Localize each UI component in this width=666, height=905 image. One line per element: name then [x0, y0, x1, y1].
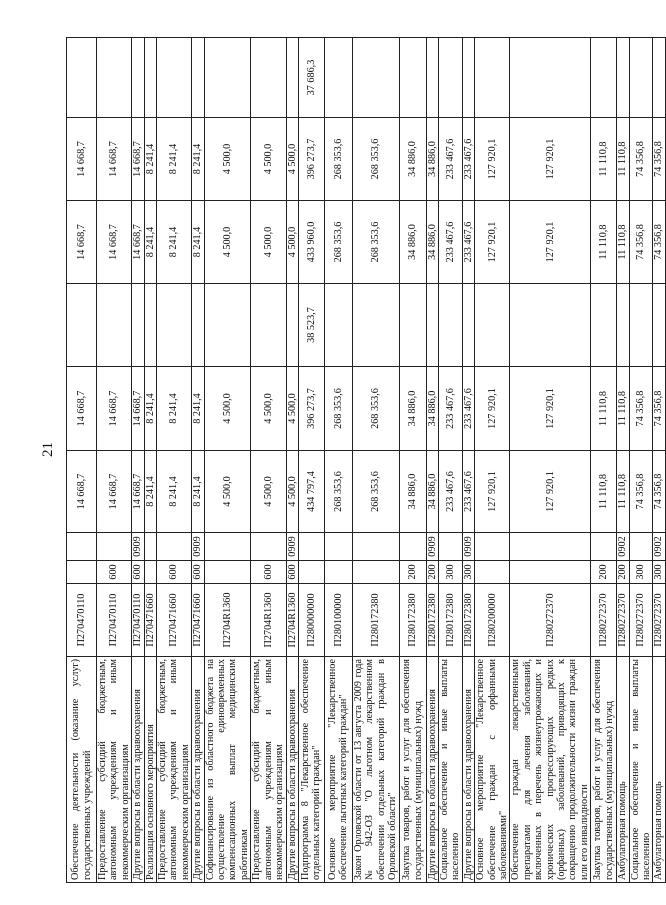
- row-section: 0909: [132, 533, 144, 561]
- row-code: П280272370: [653, 584, 665, 657]
- row-value-4: 127 920,1: [510, 201, 591, 284]
- row-value-5: 233 467,6: [462, 118, 474, 201]
- table-row: [97, 38, 132, 883]
- row-section: 0909: [192, 533, 204, 561]
- row-name: Закупка товаров, работ и услуг для обеспечения государственных (муниципальных) нужд: [591, 657, 617, 883]
- row-value-6: [617, 38, 629, 118]
- row-value-2: 4 500,0: [286, 367, 298, 451]
- row-value-2: 14 668,7: [132, 367, 144, 451]
- row-section: [204, 533, 251, 561]
- row-value-5: 4 500,0: [204, 118, 251, 201]
- table-row: [157, 38, 192, 883]
- row-value-3: [438, 284, 462, 367]
- row-section: [144, 533, 156, 561]
- row-vr: [475, 561, 510, 584]
- row-value-2: 14 668,7: [67, 367, 97, 451]
- row-value-1: 4 500,0: [286, 451, 298, 533]
- row-name: Обеспечение деятельности (оказание услуг) государственных учреждений: [67, 657, 97, 883]
- budget-table: [66, 37, 666, 883]
- row-vr: [298, 561, 324, 584]
- row-value-1: 233 467,6: [438, 451, 462, 533]
- row-vr: 600: [157, 561, 192, 584]
- row-code: П270470110: [132, 584, 144, 657]
- row-vr: 200: [399, 561, 426, 584]
- row-value-2: 127 920,1: [510, 367, 591, 451]
- row-section: [399, 533, 426, 561]
- row-section: [510, 533, 591, 561]
- row-value-6: [192, 38, 204, 118]
- table-row: [591, 38, 617, 883]
- row-code: П270471660: [192, 584, 204, 657]
- table-row: [352, 38, 399, 883]
- row-value-3: [67, 284, 97, 367]
- table-row: [192, 38, 204, 883]
- row-name: Обеспечение граждан лекарственными препаратами для лечения заболеваний, включенных в перечень жизнеугрожающих и хронических прогрессирующих редких (орфанных) заболеваний, приводящих к сокращению продолжительности жизни граждан или его инвалидности: [510, 657, 591, 883]
- row-section: [67, 533, 97, 561]
- table-row: [67, 38, 97, 883]
- row-value-4: 8 241,4: [157, 201, 192, 284]
- row-value-5: 127 920,1: [475, 118, 510, 201]
- table-row: [629, 38, 653, 883]
- row-code: П280172380: [438, 584, 462, 657]
- row-name: Другие вопросы в области здравоохранения: [426, 657, 438, 883]
- table-row: [438, 38, 462, 883]
- row-value-2: 4 500,0: [204, 367, 251, 451]
- row-name: Другие вопросы в области здравоохранения: [192, 657, 204, 883]
- page-number-text: 21: [39, 441, 56, 457]
- row-value-1: 434 797,4: [298, 451, 324, 533]
- row-value-1: 34 886,0: [399, 451, 426, 533]
- row-value-1: 127 920,1: [510, 451, 591, 533]
- row-value-2: 8 241,4: [192, 367, 204, 451]
- row-value-6: [132, 38, 144, 118]
- row-value-6: [157, 38, 192, 118]
- row-name: Реализация основного мероприятия: [144, 657, 156, 883]
- row-vr: [144, 561, 156, 584]
- row-vr: [352, 561, 399, 584]
- row-value-1: 74 356,8: [653, 451, 665, 533]
- row-code: П270471660: [157, 584, 192, 657]
- row-code: П2704R1360: [251, 584, 286, 657]
- row-value-6: [204, 38, 251, 118]
- row-code: П280200000: [475, 584, 510, 657]
- row-code: П280272370: [629, 584, 653, 657]
- row-value-1: 34 886,0: [426, 451, 438, 533]
- row-value-6: [144, 38, 156, 118]
- row-value-6: [438, 38, 462, 118]
- table-row: [286, 38, 298, 883]
- row-value-6: [653, 38, 665, 118]
- row-value-4: 4 500,0: [204, 201, 251, 284]
- row-section: [352, 533, 399, 561]
- row-value-3: [462, 284, 474, 367]
- row-code: П2704R1360: [286, 584, 298, 657]
- row-value-5: 268 353,6: [324, 118, 352, 201]
- row-vr: 200: [591, 561, 617, 584]
- row-value-5: 11 110,8: [591, 118, 617, 201]
- row-value-1: 8 241,4: [192, 451, 204, 533]
- row-section: [97, 533, 132, 561]
- row-value-5: 74 356,8: [653, 118, 665, 201]
- row-code: П280272370: [591, 584, 617, 657]
- row-value-3: [653, 284, 665, 367]
- row-name: Социальное обеспечение и иные выплаты населению: [438, 657, 462, 883]
- table-row: [653, 38, 665, 883]
- row-vr: [324, 561, 352, 584]
- row-value-2: 14 668,7: [97, 367, 132, 451]
- row-vr: 600: [132, 561, 144, 584]
- row-value-6: [67, 38, 97, 118]
- row-code: П280100000: [324, 584, 352, 657]
- row-value-6: [399, 38, 426, 118]
- table-row: [144, 38, 156, 883]
- row-value-5: 8 241,4: [192, 118, 204, 201]
- row-value-4: 4 500,0: [251, 201, 286, 284]
- table-row: [298, 38, 324, 883]
- row-section: 0902: [617, 533, 629, 561]
- row-value-3: [617, 284, 629, 367]
- row-value-2: 268 353,6: [352, 367, 399, 451]
- row-name: Основное мероприятие "Лекарственное обеспечение граждан с орфанными заболеваниями": [475, 657, 510, 883]
- row-value-4: 233 467,6: [438, 201, 462, 284]
- row-value-4: 74 356,8: [629, 201, 653, 284]
- row-value-3: [510, 284, 591, 367]
- row-code: П280172380: [426, 584, 438, 657]
- row-value-5: 14 668,7: [132, 118, 144, 201]
- table-row: [399, 38, 426, 883]
- row-code: П280172380: [399, 584, 426, 657]
- row-value-3: [157, 284, 192, 367]
- row-value-3: [352, 284, 399, 367]
- row-value-4: 4 500,0: [286, 201, 298, 284]
- row-value-6: [251, 38, 286, 118]
- row-section: 0909: [462, 533, 474, 561]
- row-value-2: 233 467,6: [438, 367, 462, 451]
- row-value-6: [286, 38, 298, 118]
- row-value-2: 11 110,8: [617, 367, 629, 451]
- row-section: [629, 533, 653, 561]
- row-value-3: [629, 284, 653, 367]
- row-value-1: 14 668,7: [67, 451, 97, 533]
- row-value-5: 14 668,7: [67, 118, 97, 201]
- row-value-3: [192, 284, 204, 367]
- row-value-3: [286, 284, 298, 367]
- row-value-1: 127 920,1: [475, 451, 510, 533]
- row-value-2: 4 500,0: [251, 367, 286, 451]
- row-name: Другие вопросы в области здравоохранения: [132, 657, 144, 883]
- row-vr: [510, 561, 591, 584]
- row-value-4: 268 353,6: [324, 201, 352, 284]
- row-section: 0902: [653, 533, 665, 561]
- table-row: [462, 38, 474, 883]
- row-value-6: 37 686,3: [298, 38, 324, 118]
- row-vr: 300: [629, 561, 653, 584]
- row-code: П2704R1360: [204, 584, 251, 657]
- row-value-2: 74 356,8: [629, 367, 653, 451]
- row-value-5: 34 886,0: [399, 118, 426, 201]
- row-value-1: 233 467,6: [462, 451, 474, 533]
- row-code: П270471660: [144, 584, 156, 657]
- row-value-6: [352, 38, 399, 118]
- row-name: Амбулаторная помощь: [617, 657, 629, 883]
- row-value-3: [475, 284, 510, 367]
- table-row: [251, 38, 286, 883]
- row-section: 0909: [286, 533, 298, 561]
- row-code: П280172380: [352, 584, 399, 657]
- row-vr: [67, 561, 97, 584]
- row-value-1: 268 353,6: [324, 451, 352, 533]
- row-value-4: 268 353,6: [352, 201, 399, 284]
- table-row: [510, 38, 591, 883]
- row-vr: [204, 561, 251, 584]
- row-value-3: [144, 284, 156, 367]
- row-value-2: 233 467,6: [462, 367, 474, 451]
- row-vr: 300: [438, 561, 462, 584]
- row-value-2: 74 356,8: [653, 367, 665, 451]
- row-value-4: 8 241,4: [144, 201, 156, 284]
- table-row: [475, 38, 510, 883]
- row-section: [251, 533, 286, 561]
- row-value-2: 8 241,4: [144, 367, 156, 451]
- row-vr: 200: [617, 561, 629, 584]
- row-section: [591, 533, 617, 561]
- row-value-6: [97, 38, 132, 118]
- row-value-6: [629, 38, 653, 118]
- row-value-1: 14 668,7: [97, 451, 132, 533]
- row-name: Другие вопросы в области здравоохранения: [462, 657, 474, 883]
- row-value-3: [132, 284, 144, 367]
- row-value-1: 11 110,8: [591, 451, 617, 533]
- row-value-2: 34 886,0: [399, 367, 426, 451]
- row-value-5: 74 356,8: [629, 118, 653, 201]
- row-vr: 600: [286, 561, 298, 584]
- row-vr: 200: [426, 561, 438, 584]
- row-code: П270470110: [67, 584, 97, 657]
- row-value-5: 34 886,0: [426, 118, 438, 201]
- row-value-5: 8 241,4: [157, 118, 192, 201]
- row-value-6: [462, 38, 474, 118]
- row-value-4: 14 668,7: [132, 201, 144, 284]
- row-value-5: 396 273,7: [298, 118, 324, 201]
- row-value-1: 4 500,0: [204, 451, 251, 533]
- row-name: Другие вопросы в области здравоохранения: [286, 657, 298, 883]
- row-vr: 300: [462, 561, 474, 584]
- table-body: [67, 38, 666, 883]
- row-section: [298, 533, 324, 561]
- row-value-3: [399, 284, 426, 367]
- row-value-2: 127 920,1: [475, 367, 510, 451]
- row-value-5: 4 500,0: [251, 118, 286, 201]
- row-name: Основное мероприятие "Лекарственное обеспечение льготных категорий граждан": [324, 657, 352, 883]
- page-number: [36, 434, 60, 464]
- row-value-5: 233 467,6: [438, 118, 462, 201]
- row-section: [157, 533, 192, 561]
- row-value-2: 396 273,7: [298, 367, 324, 451]
- row-value-5: 127 920,1: [510, 118, 591, 201]
- row-code: П270470110: [97, 584, 132, 657]
- row-section: [324, 533, 352, 561]
- row-value-6: [426, 38, 438, 118]
- row-value-3: [426, 284, 438, 367]
- row-code: П280000000: [298, 584, 324, 657]
- table-row: [204, 38, 251, 883]
- row-code: П280272370: [510, 584, 591, 657]
- row-name: Закон Орловской области от 13 августа 2009 года № 942-ОЗ "О льготном лекарственном обеспечении отдельных категорий граждан в Орловской области": [352, 657, 399, 883]
- row-value-1: 8 241,4: [144, 451, 156, 533]
- row-value-1: 4 500,0: [251, 451, 286, 533]
- row-vr: 300: [653, 561, 665, 584]
- row-value-1: 14 668,7: [132, 451, 144, 533]
- row-section: 0909: [426, 533, 438, 561]
- row-value-4: 233 467,6: [462, 201, 474, 284]
- row-section: [438, 533, 462, 561]
- row-value-5: 14 668,7: [97, 118, 132, 201]
- row-value-4: 8 241,4: [192, 201, 204, 284]
- row-name: Предоставление субсидий бюджетным, автономным учреждениям и иным некоммерческим организациям: [97, 657, 132, 883]
- row-value-4: 127 920,1: [475, 201, 510, 284]
- table-row: [132, 38, 144, 883]
- row-value-4: 11 110,8: [591, 201, 617, 284]
- row-value-1: 74 356,8: [629, 451, 653, 533]
- row-value-4: 11 110,8: [617, 201, 629, 284]
- row-value-5: 8 241,4: [144, 118, 156, 201]
- row-value-5: 4 500,0: [286, 118, 298, 201]
- row-vr: 600: [251, 561, 286, 584]
- row-value-1: 8 241,4: [157, 451, 192, 533]
- row-code: П280172380: [462, 584, 474, 657]
- row-name: Закупка товаров, работ и услуг для обеспечения государственных (муниципальных) нужд: [399, 657, 426, 883]
- row-value-2: 268 353,6: [324, 367, 352, 451]
- row-value-6: [510, 38, 591, 118]
- row-value-2: 11 110,8: [591, 367, 617, 451]
- row-value-3: [251, 284, 286, 367]
- row-value-2: 34 886,0: [426, 367, 438, 451]
- row-code: П280272370: [617, 584, 629, 657]
- row-name: Предоставление субсидий бюджетным, автономным учреждениям и иным некоммерческим организациям: [251, 657, 286, 883]
- row-value-2: 8 241,4: [157, 367, 192, 451]
- row-value-6: [475, 38, 510, 118]
- row-value-6: [324, 38, 352, 118]
- row-value-1: 268 353,6: [352, 451, 399, 533]
- row-value-4: 34 886,0: [426, 201, 438, 284]
- row-vr: 600: [192, 561, 204, 584]
- row-value-4: 433 960,0: [298, 201, 324, 284]
- table-row: [324, 38, 352, 883]
- row-value-3: [204, 284, 251, 367]
- row-value-6: [591, 38, 617, 118]
- table-row: [617, 38, 629, 883]
- row-value-4: 34 886,0: [399, 201, 426, 284]
- row-name: Социальное обеспечение и иные выплаты населению: [629, 657, 653, 883]
- row-name: Подпрограмма 8 "Лекарственное обеспечение отдельных категорий граждан": [298, 657, 324, 883]
- row-value-4: 14 668,7: [67, 201, 97, 284]
- row-vr: 600: [97, 561, 132, 584]
- row-value-5: 11 110,8: [617, 118, 629, 201]
- row-value-3: [591, 284, 617, 367]
- row-value-4: 74 356,8: [653, 201, 665, 284]
- rotated-page: [66, 38, 665, 883]
- row-section: [475, 533, 510, 561]
- row-value-3: [97, 284, 132, 367]
- row-value-1: 11 110,8: [617, 451, 629, 533]
- row-value-5: 268 353,6: [352, 118, 399, 201]
- row-value-3: [324, 284, 352, 367]
- row-name: Софинансирование из областного бюджета на осуществление единовременных компенсационных выплат медицинским работникам: [204, 657, 251, 883]
- row-name: Амбулаторная помощь: [653, 657, 665, 883]
- row-value-4: 14 668,7: [97, 201, 132, 284]
- row-value-3: 38 523,7: [298, 284, 324, 367]
- table-row: [426, 38, 438, 883]
- row-name: Предоставление субсидий бюджетным, автономным учреждениям и иным некоммерческим организациям: [157, 657, 192, 883]
